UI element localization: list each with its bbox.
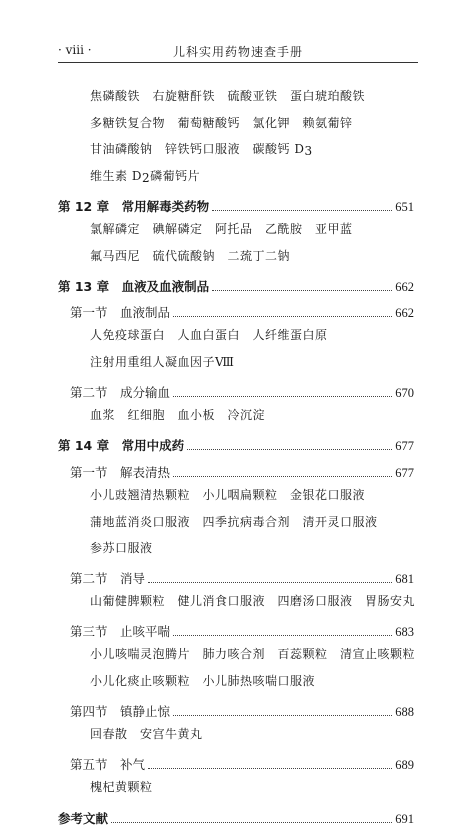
toc-item-line: 人免疫球蛋白 人血白蛋白 人纤维蛋白原 bbox=[90, 328, 328, 343]
toc-item-line: 血浆 红细胞 血小板 冷沉淀 bbox=[90, 408, 266, 423]
toc-section-14-4[interactable]: 第四节 镇静止惊 688 bbox=[70, 704, 414, 720]
toc-item-line: 小儿咳喘灵泡腾片 肺力咳合剂 百蕊颗粒 清宣止咳颗粒 bbox=[90, 647, 416, 662]
toc-item-line: 氟马西尼 硫代硫酸钠 二巯丁二钠 bbox=[90, 248, 291, 263]
page-number: · viii · bbox=[58, 43, 92, 57]
toc-item-line: 甘油磷酸钠 锌铁钙口服液 碳酸钙 D3 bbox=[90, 142, 313, 159]
toc-chapter-13[interactable]: 第 13 章 血液及血液制品 662 bbox=[58, 278, 414, 294]
toc-item-line: 山葡健脾颗粒 健儿消食口服液 四磨汤口服液 胃肠安丸 bbox=[90, 594, 416, 609]
toc-section-14-1[interactable]: 第一节 解表清热 677 bbox=[70, 464, 414, 480]
running-header bbox=[58, 40, 418, 63]
toc-chapter-12[interactable]: 第 12 章 常用解毒类药物 651 bbox=[58, 198, 414, 214]
toc-references[interactable]: 参考文献 691 bbox=[58, 810, 414, 826]
toc-section-14-3[interactable]: 第三节 止咳平喘 683 bbox=[70, 624, 414, 640]
toc-item-line: 参苏口服液 bbox=[90, 541, 153, 556]
toc-item-line: 槐杞黄颗粒 bbox=[90, 780, 153, 795]
book-title: 儿科实用药物速查手册 bbox=[172, 45, 303, 59]
toc-item-line: 回春散 安宫牛黄丸 bbox=[90, 727, 203, 742]
toc-section-13-2[interactable]: 第二节 成分输血 670 bbox=[70, 385, 414, 401]
toc-item-line: 维生素 D2磷葡钙片 bbox=[90, 168, 201, 185]
toc-item-line: 蒲地蓝消炎口服液 四季抗病毒合剂 清开灵口服液 bbox=[90, 514, 378, 529]
toc-item-line: 小儿豉翘清热颗粒 小儿咽扁颗粒 金银花口服液 bbox=[90, 487, 366, 502]
toc-section-13-1[interactable]: 第一节 血液制品 662 bbox=[70, 305, 414, 321]
table-of-contents bbox=[58, 82, 414, 827]
toc-section-14-5[interactable]: 第五节 补气 689 bbox=[70, 757, 414, 773]
toc-item-line: 焦磷酸铁 右旋糖酐铁 硫酸亚铁 蛋白琥珀酸铁 bbox=[90, 89, 366, 103]
toc-item-line: 小儿化痰止咳颗粒 小儿肺热咳喘口服液 bbox=[90, 674, 316, 689]
toc-item-line: 多糖铁复合物 葡萄糖酸钙 氯化钾 赖氨葡锌 bbox=[90, 115, 353, 130]
toc-section-14-2[interactable]: 第二节 消导 681 bbox=[70, 571, 414, 587]
toc-item-line: 氯解磷定 碘解磷定 阿托品 乙酰胺 亚甲蓝 bbox=[90, 221, 353, 236]
toc-chapter-14[interactable]: 第 14 章 常用中成药 677 bbox=[58, 438, 414, 454]
toc-item-line: 注射用重组人凝血因子Ⅷ bbox=[90, 354, 235, 369]
